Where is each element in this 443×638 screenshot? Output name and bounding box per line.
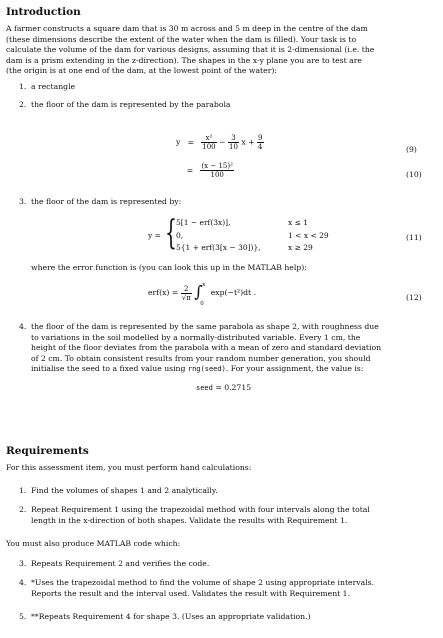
- frac-denominator: √π: [181, 293, 191, 302]
- introduction-heading: Introduction: [6, 6, 81, 18]
- case-expr: 0,: [176, 231, 184, 240]
- intro-paragraph: [6, 24, 436, 77]
- case-condition: x ≤ 1: [288, 218, 309, 227]
- seed-label: seed: [196, 384, 213, 392]
- shape-1-text: a rectangle: [31, 82, 76, 91]
- equation-number-11: (11): [406, 233, 422, 242]
- requirement-line: Repeats Requirement 2 and verifies the code.: [31, 559, 210, 568]
- list-number: 4.: [19, 578, 27, 587]
- equation-number-10: (10): [406, 170, 422, 179]
- case-expr: 5[1 − erf(3x)],: [176, 218, 231, 227]
- integral-symbol: ∫: [194, 282, 203, 301]
- eq-minus: −: [219, 137, 226, 147]
- intro-line: A farmer constructs a square dam that is 30 m across and 5 m deep in the centre of the dam: [6, 24, 368, 33]
- case-expr: 5{1 + erf(3[x − 30])},: [176, 243, 261, 252]
- requirement-item-1: [19, 486, 436, 497]
- frac-numerator: 2: [181, 285, 192, 294]
- shape-list-item-3: [19, 197, 182, 208]
- integrand: exp(−t²)dt .: [210, 288, 257, 297]
- frac-numerator: 9: [258, 134, 263, 142]
- integral-upper-limit: x: [202, 282, 206, 288]
- frac-denominator: 100: [210, 171, 224, 179]
- shape-4-text: . For your assignment, the value is:: [225, 364, 364, 374]
- equation-9: [176, 134, 264, 151]
- requirement-item-4: [19, 578, 436, 599]
- equation-number-9: (9): [406, 145, 417, 154]
- intro-line: (these dimensions describe the extent of the water when the dam is filled). Your task is to: [6, 34, 357, 44]
- shape-list-item-2: [19, 100, 231, 111]
- list-number: 3.: [19, 197, 27, 206]
- intro-line: dam is a prism extending in the z-direction). The shapes in the x-y plane you are to test are: [6, 55, 362, 65]
- list-number: 4.: [19, 322, 27, 331]
- equation-number-12: (12): [406, 293, 422, 302]
- frac-numerator: 3: [228, 134, 239, 143]
- requirement-line: Repeat Requirement 1 using the trapezoidal method with four intervals along the total: [31, 505, 370, 514]
- intro-line: (the origin is at one end of the dam, at the lowest point of the water):: [6, 66, 277, 76]
- requirement-item-3: [19, 559, 436, 570]
- list-number: 2.: [19, 100, 27, 109]
- integral-sign: [194, 282, 208, 307]
- fraction-9-over-4: [257, 134, 263, 151]
- shape-4-line: [31, 364, 436, 375]
- list-number: 1.: [19, 82, 27, 91]
- shape-4-line: to variations in the soil modelled by a normally-distributed variable. Every 1 cm, the: [31, 332, 361, 342]
- frac-denominator: 10: [228, 143, 238, 151]
- code-rng-seed: rng(seed): [187, 365, 226, 374]
- requirements-intro: For this assessment item, you must perform hand calculations:: [6, 463, 252, 472]
- shape-4-line: height of the floor deviates from the parabola with a mean of zero and standard deviation: [31, 343, 382, 353]
- equation-10: [182, 162, 234, 179]
- eq-equals: =: [186, 165, 194, 175]
- case-condition: x ≥ 29: [288, 243, 313, 252]
- requirement-item-5: [19, 612, 436, 623]
- requirement-line: Reports the result and the interval used. Validates the result with Requirement 1.: [31, 588, 351, 598]
- matlab-intro: You must also produce MATLAB code which:: [6, 539, 181, 548]
- eq-x-plus: x +: [241, 137, 255, 147]
- left-brace: {: [165, 213, 177, 253]
- fraction-3-over-10: [228, 134, 239, 151]
- eq-lhs: y: [176, 137, 181, 147]
- frac-denominator: 100: [202, 143, 216, 151]
- equation-12: [148, 282, 257, 307]
- frac-numerator: x²: [201, 134, 216, 143]
- requirement-line: **Repeats Requirement 4 for shape 3. (Uses an appropriate validation.): [31, 612, 311, 621]
- shape-2-text: the floor of the dam is represented by the parabola: [31, 100, 231, 109]
- requirement-line: length in the x-direction of both shapes. Validate the results with Requirement 1.: [31, 515, 348, 525]
- shape-3-text: the floor of the dam is represented by:: [31, 197, 182, 206]
- requirements-heading: Requirements: [6, 445, 89, 457]
- list-number: 2.: [19, 505, 27, 514]
- list-number: 1.: [19, 486, 27, 495]
- eq-equals: =: [187, 137, 195, 147]
- seed-value: [196, 383, 251, 394]
- integral-lower-limit: 0: [200, 301, 204, 307]
- seed-number: = 0.2715: [215, 383, 252, 392]
- fraction-x2-over-100: [201, 134, 216, 151]
- list-number: 5.: [19, 612, 27, 621]
- shape-4-text: initialise the seed to a fixed value using: [31, 364, 188, 374]
- requirement-item-2: [19, 505, 436, 526]
- erf-lhs: erf(x) =: [148, 288, 179, 297]
- shape-list-item-1: [19, 82, 76, 93]
- list-number: 3.: [19, 559, 27, 568]
- equation-11: [148, 213, 388, 256]
- where-text: where the error function is (you can look this up in the MATLAB help):: [31, 263, 307, 272]
- shape-4-line: the floor of the dam is represented by the same parabola as shape 2, with roughness due: [31, 322, 379, 331]
- frac-numerator: (x − 15)²: [201, 162, 233, 170]
- frac-denominator: 4: [258, 143, 263, 151]
- shape-list-item-4: [19, 322, 436, 375]
- shape-4-line: of 2 cm. To obtain consistent results from your random number generation, you should: [31, 353, 371, 363]
- intro-line: calculate the volume of the dam for various designs, assuming that it is 2-dimensional (i.e. the: [6, 45, 375, 55]
- fraction-2-over-sqrt-pi: [181, 285, 192, 302]
- requirement-line: *Uses the trapezoidal method to find the volume of shape 2 using appropriate intervals.: [31, 578, 375, 587]
- requirement-line: Find the volumes of shapes 1 and 2 analytically.: [31, 486, 218, 495]
- eq-lhs: y =: [148, 231, 161, 240]
- case-condition: 1 < x < 29: [288, 231, 329, 240]
- fraction-parabola: [200, 162, 233, 179]
